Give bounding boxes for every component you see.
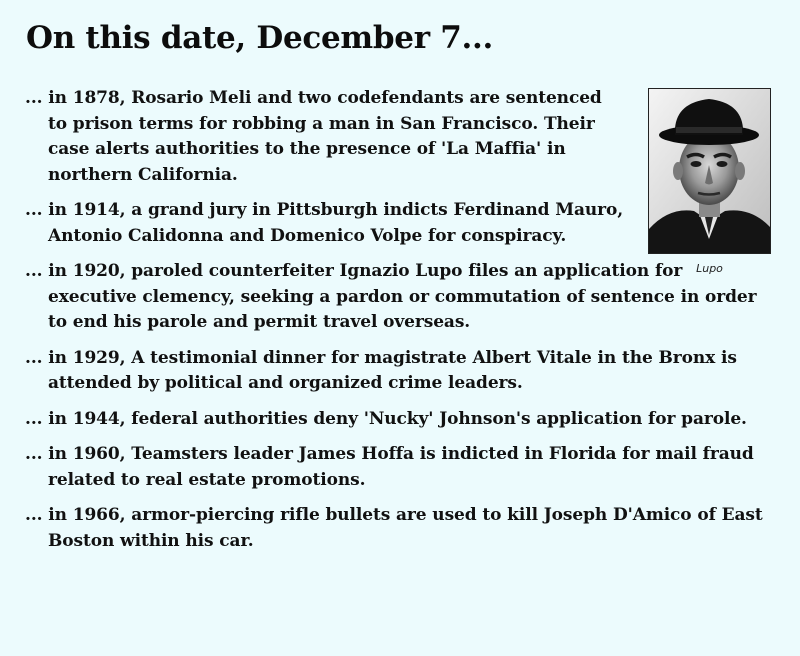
portrait-figure <box>648 88 771 275</box>
portrait-photo <box>648 88 771 254</box>
event-entry: ... in 1944, federal authorities deny 'Nucky' Johnson's application for parole. <box>25 408 747 429</box>
event-entry: ... in 1878, Rosario Meli and two codefendants are sentenced to prison terms for robbing a man in San Francisco. Their case alerts authorities to the presence of 'La Maffia' in northern California. <box>25 88 602 185</box>
event-entry: ... in 1966, armor-piercing rifle bullets are used to kill Joseph D'Amico of East Boston within his car. <box>25 505 763 551</box>
event-entry: ... in 1914, a grand jury in Pittsburgh indicts Ferdinand Mauro, Antonio Calidonna and Domenico Volpe for conspiracy. <box>25 200 624 246</box>
event-entry: ... in 1920, paroled counterfeiter Ignazio Lupo files an application for executive clemency, seeking a pardon or commutation of sentence in order to end his parole and permit travel overseas. <box>25 261 757 332</box>
event-entry: ... in 1960, Teamsters leader James Hoffa is indicted in Florida for mail fraud related to real estate promotions. <box>25 444 754 490</box>
event-entry: ... in 1929, A testimonial dinner for magistrate Albert Vitale in the Bronx is attended by political and organized crime leaders. <box>25 347 737 393</box>
page-title: On this date, December 7... <box>26 20 493 56</box>
portrait-caption: Lupo <box>696 262 723 275</box>
